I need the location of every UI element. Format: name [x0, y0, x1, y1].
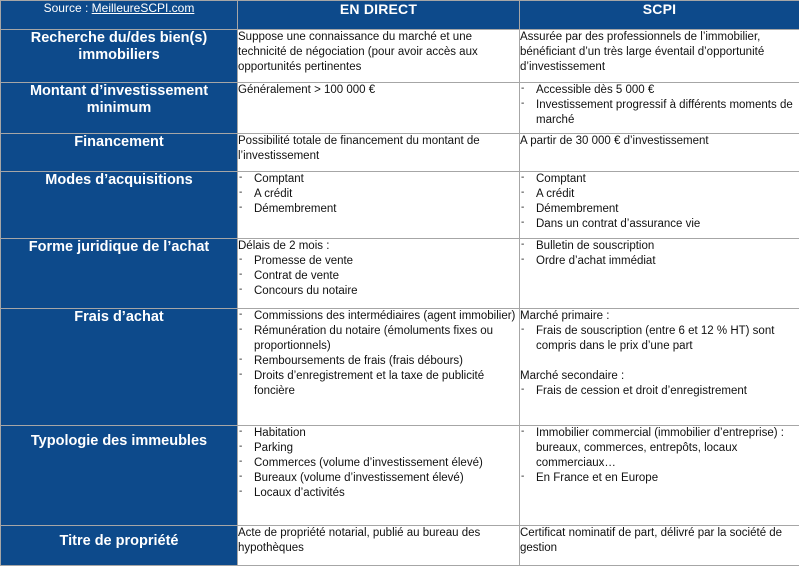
table-row — [1, 426, 799, 526]
list-item: - Comptant — [520, 172, 799, 187]
cell-scpi-modes — [520, 172, 799, 239]
cell-direct-frais — [238, 309, 520, 426]
cell-scpi-financement — [520, 134, 799, 172]
cell-text: Acte de propriété notarial, publié au bureau des hypothèques — [238, 527, 481, 554]
list-item: - Démembrement — [520, 202, 799, 217]
header-row — [1, 1, 799, 30]
row-label-recherche: Recherche du/des bien(s) immobiliers — [1, 30, 238, 83]
list-item: - Ordre d’achat immédiat — [520, 254, 799, 269]
table-row — [1, 172, 799, 239]
list-item: - Locaux d’activités — [238, 486, 519, 501]
row-label-forme-juridique: Forme juridique de l’achat — [1, 239, 238, 309]
table-row — [1, 30, 799, 83]
list-item: - Remboursements de frais (frais débours) — [238, 354, 519, 369]
bullet-list — [520, 239, 799, 269]
list-item: - Droits d’enregistrement et la taxe de publicité foncière — [238, 369, 519, 399]
list-item: - Bulletin de souscription — [520, 239, 799, 254]
table-row — [1, 83, 799, 134]
bullet-list — [520, 426, 799, 486]
list-item: - Investissement progressif à différents moments de marché — [520, 98, 799, 128]
list-item: - Bureaux (volume d’investissement élevé) — [238, 471, 519, 486]
cell-text: A partir de 30 000 € d’investissement — [520, 135, 709, 147]
list-item: - Commerces (volume d’investissement élevé) — [238, 456, 519, 471]
list-item: - Promesse de vente — [238, 254, 519, 269]
table-row — [1, 134, 799, 172]
list-item: - Parking — [238, 441, 519, 456]
row-label-frais: Frais d’achat — [1, 309, 238, 426]
cell-scpi-forme-juridique — [520, 239, 799, 309]
secondary-market-label: Marché secondaire : — [520, 370, 625, 382]
spacer — [520, 354, 799, 369]
list-item: - En France et en Europe — [520, 471, 799, 486]
list-item: - Contrat de vente — [238, 269, 519, 284]
list-item: - Comptant — [238, 172, 519, 187]
column-header-direct: EN DIRECT — [238, 1, 520, 30]
cell-intro: Délais de 2 mois : — [238, 240, 330, 252]
bullet-list — [520, 83, 799, 128]
cell-direct-titre — [238, 526, 520, 566]
cell-text: Suppose une connaissance du marché et une technicité de négociation (pour avoir accès aux opportunités pertinentes — [238, 31, 478, 73]
primary-market-label: Marché primaire : — [520, 310, 610, 322]
list-item: - Démembrement — [238, 202, 519, 217]
list-item: - A crédit — [238, 187, 519, 202]
bullet-list — [238, 309, 519, 399]
bullet-list — [238, 254, 519, 299]
bullet-list — [520, 324, 799, 354]
table-row — [1, 239, 799, 309]
cell-text: Assurée par des professionnels de l’immobilier, bénéficiant d’un très large éventail d’opportunité d’investissement — [520, 31, 765, 73]
list-item: - Concours du notaire — [238, 284, 519, 299]
list-item: - A crédit — [520, 187, 799, 202]
source-prefix: Source : — [43, 1, 92, 15]
list-item: - Frais de cession et droit d’enregistrement — [520, 384, 799, 399]
cell-text: Généralement > 100 000 € — [238, 84, 376, 96]
row-label-typologie: Typologie des immeubles — [1, 426, 238, 526]
row-label-montant: Montant d’investissement minimum — [1, 83, 238, 134]
bullet-list — [238, 426, 519, 501]
source-cell — [1, 1, 238, 30]
cell-text: Possibilité totale de financement du montant de l’investissement — [238, 135, 480, 162]
cell-scpi-typologie — [520, 426, 799, 526]
cell-scpi-frais — [520, 309, 799, 426]
cell-scpi-recherche — [520, 30, 799, 83]
cell-direct-typologie — [238, 426, 520, 526]
list-item: - Immobilier commercial (immobilier d’entreprise) : bureaux, commerces, entrepôts, locaux commerciaux… — [520, 426, 799, 471]
table-row — [1, 309, 799, 426]
list-item: - Habitation — [238, 426, 519, 441]
column-header-scpi: SCPI — [520, 1, 799, 30]
bullet-list — [238, 172, 519, 217]
row-label-financement: Financement — [1, 134, 238, 172]
cell-text: Certificat nominatif de part, délivré par la société de gestion — [520, 527, 783, 554]
bullet-list — [520, 384, 799, 399]
cell-direct-montant — [238, 83, 520, 134]
bullet-list — [520, 172, 799, 232]
cell-direct-financement — [238, 134, 520, 172]
cell-direct-forme-juridique — [238, 239, 520, 309]
list-item: - Accessible dès 5 000 € — [520, 83, 799, 98]
table-row — [1, 526, 799, 566]
list-item: - Rémunération du notaire (émoluments fixes ou proportionnels) — [238, 324, 519, 354]
row-label-modes: Modes d’acquisitions — [1, 172, 238, 239]
source-link[interactable]: MeilleureSCPI.com — [91, 1, 195, 15]
row-label-titre: Titre de propriété — [1, 526, 238, 566]
cell-scpi-titre — [520, 526, 799, 566]
cell-direct-modes — [238, 172, 520, 239]
cell-direct-recherche — [238, 30, 520, 83]
list-item: - Frais de souscription (entre 6 et 12 % HT) sont compris dans le prix d’une part — [520, 324, 799, 354]
list-item: - Commissions des intermédiaires (agent immobilier) — [238, 309, 519, 324]
cell-scpi-montant — [520, 83, 799, 134]
list-item: - Dans un contrat d’assurance vie — [520, 217, 799, 232]
